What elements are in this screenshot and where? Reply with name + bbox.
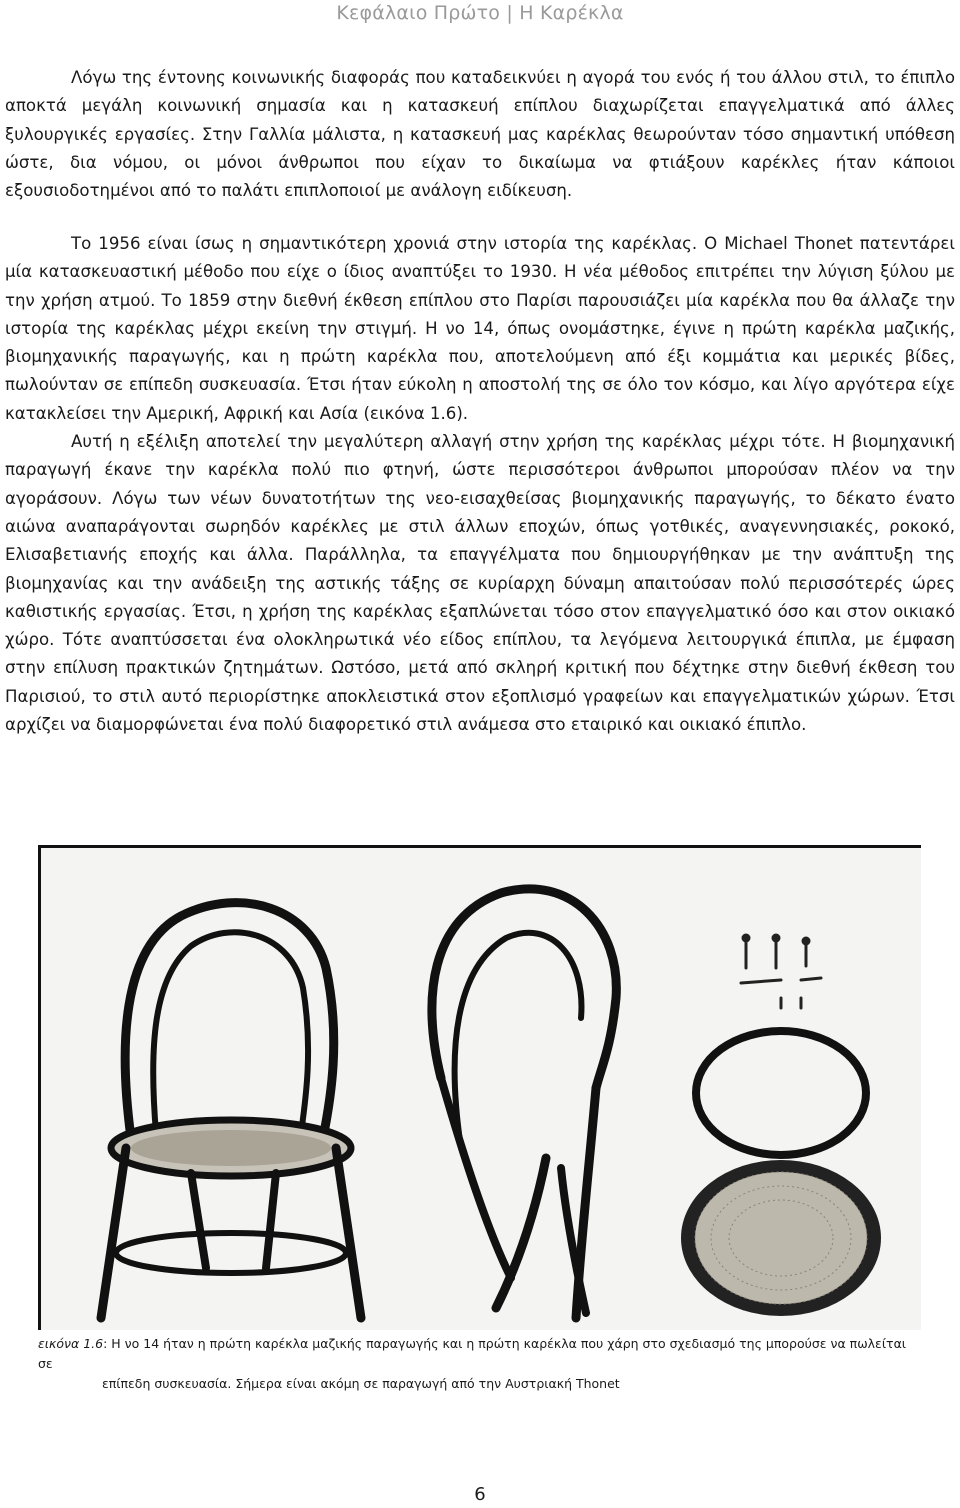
paragraph-1: Λόγω της έντονης κοινωνικής διαφοράς που καταδεικνύει η αγορά του ενός ή του άλλου στιλ, το έπιπλο αποκτά μεγάλη κοινωνική σημασία και η κατασκευή επίπλου διαχωρίζεται επαγγελματικά από άλλες ξυλουργικές εργασίες. Στην Γαλλία μάλιστα, η κατασκευή μας καρέκλας θεωρούνταν τόσο σημαντική υπόθεση ώστε, δια νόμου, οι μόνοι άνθρωποι που είχαν το δικαίωμα να φτιάξουν καρέκλες ήταν κάποιοι εξουσιοδοτημένοι από το παλάτι επιπλοποιοί με ανάλογη ειδίκευση. xyxy=(5,68,955,201)
caption-label: εικόνα 1.6 xyxy=(38,1336,104,1351)
assembled-chair xyxy=(101,903,361,1318)
leg-ring xyxy=(696,1031,866,1155)
paragraph-2: Το 1956 είναι ίσως η σημαντικότερη χρονιά στην ιστορία της καρέκλας. Ο Michael Thonet πατεντάρει μία κατασκευαστική μέθοδο που είχε ο ίδιος αναπτύξει το 1930. Η νέα μέθοδος επιτρέπει την λύγιση ξύλου με την χρήση ατμού. Το 1859 στην διεθνή έκθεση επίπλου στο Παρίσι παρουσιάζει μία καρέκλα που θα άλλαζε την ιστορία της καρέκλας μέχρι εκείνη την στιγμή. Η νο 14, όπως ονομάστηκε, έγινε η πρώτη καρέκλα μαζικής, βιομηχανικής παραγωγής, και η πρώτη καρέκλα που, αποτελούμενη από έξι κομμάτια και μερικές βίδες, πωλούνταν σε επίπεδη συσκευασία. Έτσι ήταν εύκολη η αποστολή της σε όλο τον κόσμο, και λίγο αργότερα είχε κατακλείσει την Αμερική, Αφρική και Ασία (εικόνα 1.6). xyxy=(5,234,955,423)
figure-thonet-chair xyxy=(38,845,921,1330)
thonet-chair-illustration xyxy=(41,848,918,1327)
paragraph-3: Αυτή η εξέλιξη αποτελεί την μεγαλύτερη αλλαγή στην χρήση της καρέκλας μέχρι τότε. Η βιομηχανική παραγωγή έκανε την καρέκλα πολύ πιο φτηνή, ώστε περισσότεροι άνθρωποι μπορούσαν πλέον να την αγοράσουν. Λόγω των νέων δυνατοτήτων της νεο-εισαχθείσας βιομηχανικής παραγωγής, το δέκατο ένατο αιώνα αναπαράγονται σωρηδόν καρέκλες με στιλ άλλων εποχών, όπως γοτθικές, αναγεννησιακές, ροκοκό, Ελισαβετιανής εποχής και άλλα. Παράλληλα, τα επαγγέλματα που δημιουργήθηκαν με την ανάπτυξη της βιομηχανίας και την ανάδειξη της αστικής τάξης σε κυρίαρχη δύναμη απαιτούσαν πολύ περισσότερές ώρες καθιστικής εργασίας. Έτσι, η χρήση της καρέκλας εξαπλώνεται τόσο στον επαγγελματικό όσο και στον οικιακό χώρο. Τότε αναπτύσσεται ένα ολοκληρωτικά νέο είδος επίπλου, τα λεγόμενα λειτουργικά έπιπλα, με έμφαση στην επίλυση πρακτικών ζητημάτων. Ωστόσο, μετά από σκληρή κριτική που δέχτηκε στην διεθνή έκθεση του Παρισιού, το στιλ αυτό περιορίστηκε αποκλειστικά στον εξοπλισμό γραφείων και επαγγελματικών χώρων. Έτσι αρχίζει να διαμορφώνεται ένα πολύ διαφορετικό στιλ ανάμεσα στο εταιρικό και οικιακό έπιπλο. xyxy=(5,432,955,735)
cane-seat xyxy=(681,1160,881,1316)
disassembled-legs xyxy=(496,1158,586,1313)
page-number: 6 xyxy=(474,1484,486,1505)
screws xyxy=(741,935,821,1008)
figure-caption xyxy=(38,1334,918,1394)
caption-line-1: : Η νο 14 ήταν η πρώτη καρέκλα μαζικής παραγωγής και η πρώτη καρέκλα που χάρη στο σχεδιασμό της μπορούσε να πωλείται σε xyxy=(38,1336,907,1371)
running-header: Κεφάλαιο Πρώτο | Η Καρέκλα xyxy=(336,2,624,24)
caption-line-2: επίπεδη συσκευασία. Σήμερα είναι ακόμη σε παραγωγή από την Αυστριακή Thonet xyxy=(102,1376,620,1391)
body-section-2 xyxy=(5,230,955,739)
body-section-1 xyxy=(5,64,955,205)
